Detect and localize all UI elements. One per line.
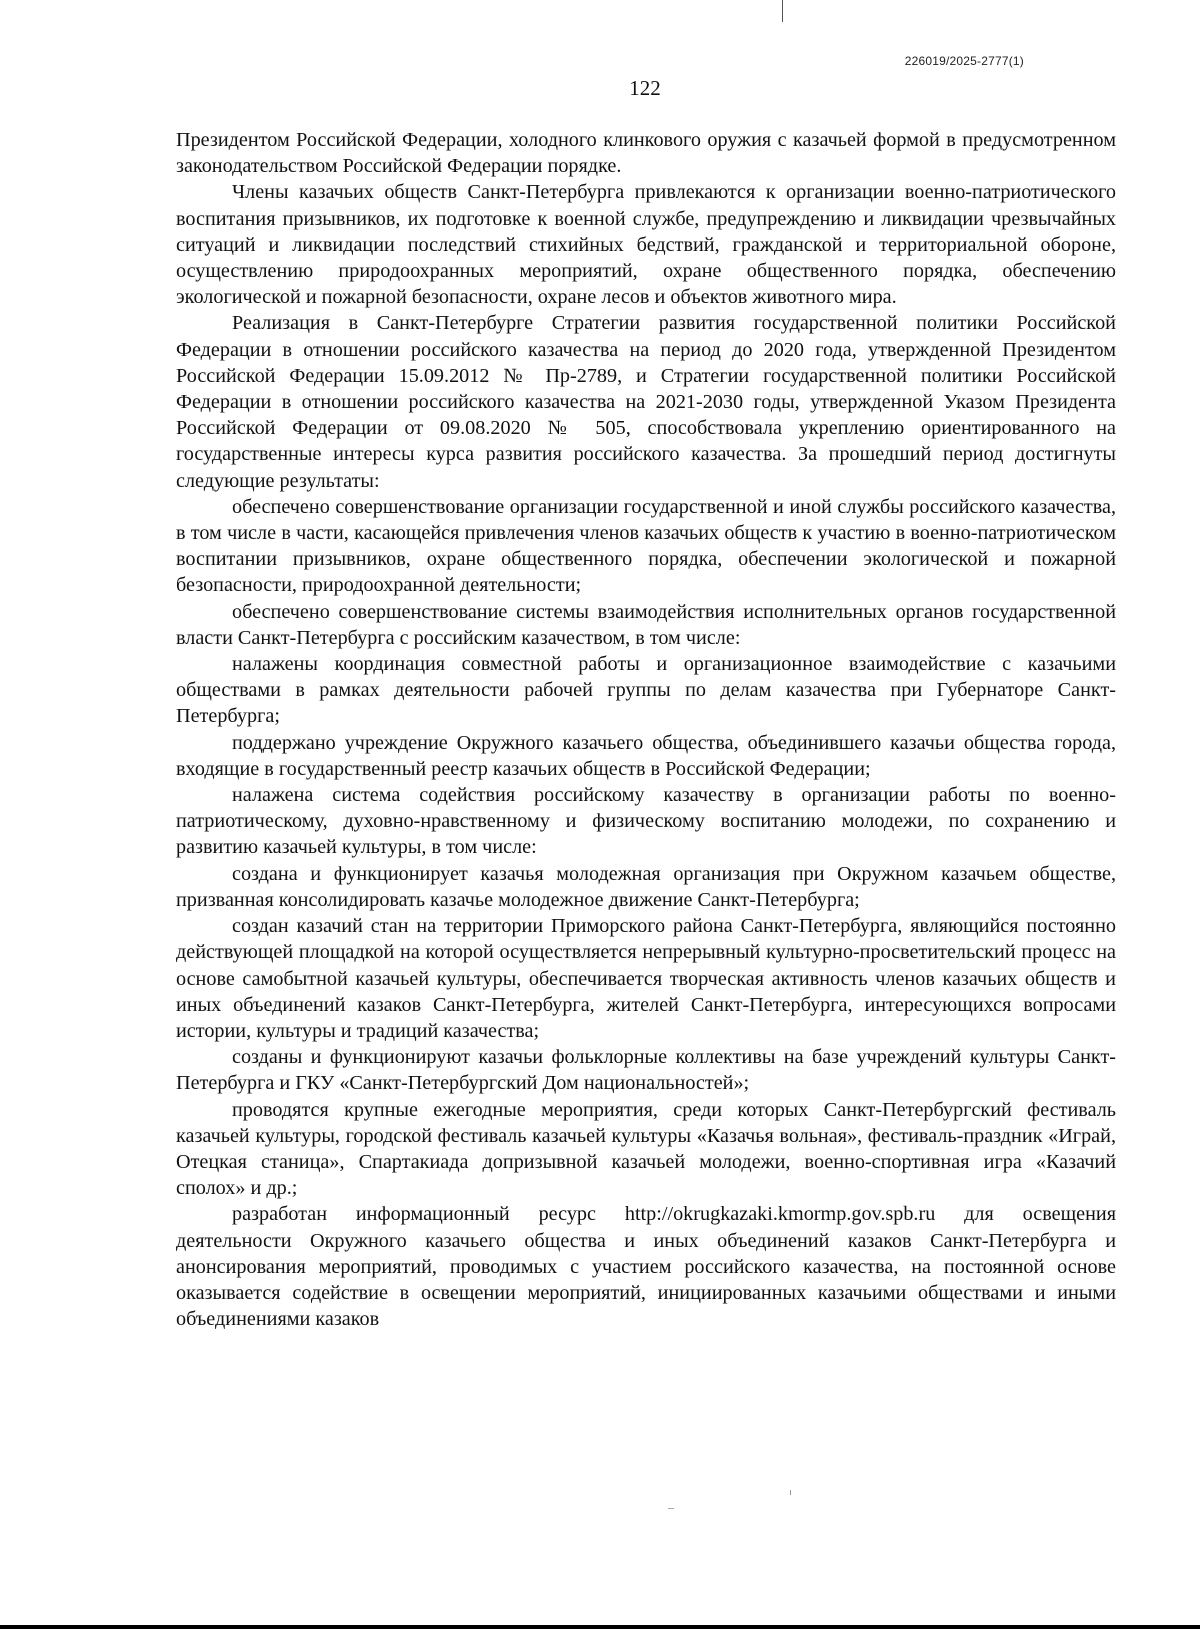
- paragraph: создан казачий стан на территории Приморского района Санкт-Петербурга, являющийся постоянно действующей площадкой на которой осуществляется непрерывный культурно-просветительский процесс на основе самобытной казачьей культуры, обеспечивается творческая активность членов казачьих обществ и иных объединений казаков Санкт-Петербурга, жителей Санкт-Петербурга, интересующихся вопросами истории, культуры и традиций казачества;: [176, 915, 1116, 1042]
- page-number: 122: [629, 76, 661, 100]
- paragraph: обеспечено совершенствование системы взаимодействия исполнительных органов государственной власти Санкт-Петербурга с российским казачеством, в том числе:: [176, 600, 1116, 649]
- paragraph: проводятся крупные ежегодные мероприятия, среди которых Санкт-Петербургский фестиваль казачьей культуры, городской фестиваль казачьей культуры «Казачья вольная», фестиваль-праздник «Играй, Отецкая станица», Спартакиада допризывной казачьей молодежи, военно-спортивная игра «Казачий сполох» и др.;: [176, 1098, 1116, 1200]
- document-body: [176, 127, 1116, 1332]
- paragraph: обеспечено совершенствование организации государственной и иной службы российского казачества, в том числе в части, касающейся привлечения членов казачьих обществ к участию в военно-патриотическом воспитании призывников, охране общественного порядка, обеспечении экологической и пожарной безопасности, природоохранной деятельности;: [176, 495, 1116, 597]
- scan-border-bottom: [0, 1625, 1200, 1629]
- paragraph: Реализация в Санкт-Петербурге Стратегии развития государственной политики Российской Федерации в отношении российского казачества на период до 2020 года, утвержденной Президентом Российской Федерации 15.09.2012 № Пр-2789, и Стратегии государственной политики Российской Федерации в отношении российского казачества на 2021-2030 годы, утвержденной Указом Президента Российской Федерации от 09.08.2020 № 505, способствовала укреплению ориентированного на государственные интересы курса развития российского казачества. За прошедший период достигнуты следующие результаты:: [176, 312, 1116, 492]
- paragraph: налажены координация совместной работы и организационное взаимодействие с казачьими обществами в рамках деятельности рабочей группы по делам казачества при Губернаторе Санкт-Петербурга;: [176, 653, 1116, 728]
- document-id: 226019/2025-2777(1): [904, 54, 1024, 68]
- scan-mark-top: [782, 0, 783, 22]
- scan-speck: [668, 1508, 674, 1509]
- paragraph: разработан информационный ресурс http://okrugkazaki.kmormp.gov.spb.ru для освещения деятельности Окружного казачьего общества и иных объединений казаков Санкт-Петербурга и анонсирования мероприятий, проводимых с участием российского казачества, на постоянной основе оказывается содействие в освещении мероприятий, инициированных казачьими обществами и иными объединениями казаков: [176, 1203, 1116, 1331]
- paragraph: созданы и функционируют казачьи фольклорные коллективы на базе учреждений культуры Санкт-Петербурга и ГКУ «Санкт-Петербургский Дом национальностей»;: [176, 1046, 1116, 1095]
- paragraph: Президентом Российской Федерации, холодного клинкового оружия с казачьей формой в предусмотренном законодательством Российской Федерации порядке.: [176, 129, 1116, 178]
- paragraph: создана и функционирует казачья молодежная организация при Окружном казачьем обществе, призванная консолидировать казачье молодежное движение Санкт-Петербурга;: [176, 862, 1116, 911]
- scan-speck: [790, 1490, 791, 1495]
- paragraph: налажена система содействия российскому казачеству в организации работы по военно-патриотическому, духовно-нравственному и физическому воспитанию молодежи, по сохранению и развитию казачьей культуры, в том числе:: [176, 784, 1116, 859]
- paragraph: поддержано учреждение Окружного казачьего общества, объединившего казачьи общества города, входящие в государственный реестр казачьих обществ в Российской Федерации;: [176, 731, 1116, 780]
- paragraph: Члены казачьих обществ Санкт-Петербурга привлекаются к организации военно-патриотического воспитания призывников, их подготовке к военной службе, предупреждению и ликвидации чрезвычайных ситуаций и ликвидации последствий стихийных бедствий, гражданской и территориальной обороне, осуществлению природоохранных мероприятий, охране общественного порядка, обеспечению экологической и пожарной безопасности, охране лесов и объектов животного мира.: [176, 181, 1116, 309]
